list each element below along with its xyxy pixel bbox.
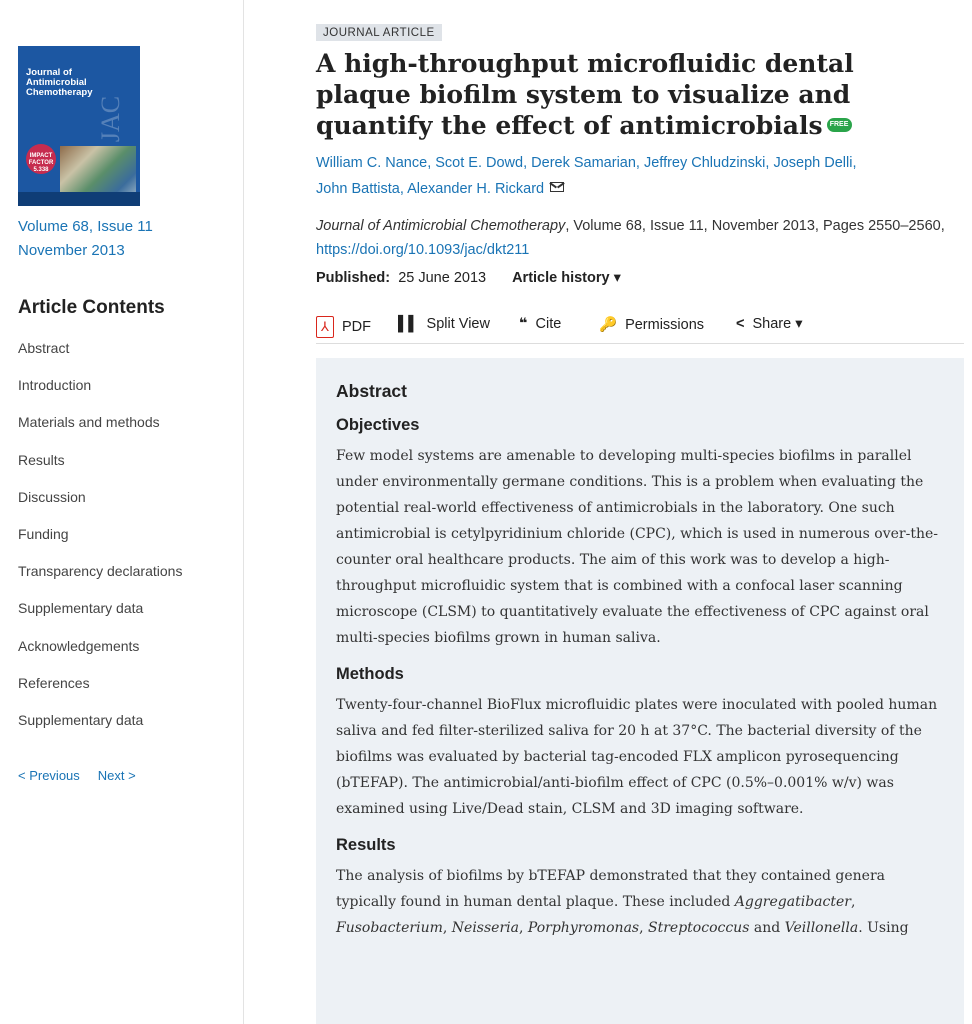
citation-details: , Volume 68, Issue 11, November 2013, Pages 2550–2560, [565,218,945,234]
objectives-text: Few model systems are amenable to developing multi-species biofilms in parallel under environmentally germane conditions. This is a problem when evaluating the potential real-world effectiveness of antimicrobials in the laboratory. One such antimicrobial is cetylpyridinium chloride (CPC), which is used in numerous over-the-counter oral healthcare products. The aim of this work was to develop a high-throughput microfluidic system that is combined with a confocal laser scanning microscope (CLSM) to quantitatively evaluate the effectiveness of CPC against oral multi-species biofilms grown in human saliva. [336,448,938,646]
share-label: Share ▾ [752,316,803,332]
share-button[interactable] [736,316,802,332]
published-label: Published: [316,270,391,286]
cover-title: Journal of Antimicrobial Chemotherapy [26,67,93,98]
genus-name: Porphyromonas [527,920,640,936]
genus-name: Neisseria [451,920,519,936]
previous-link[interactable]: < Previous [18,768,80,783]
quote-icon: ❝ [519,316,528,332]
free-access-icon: FREE [827,118,852,132]
genus-name: Fusobacterium [336,920,443,936]
split-view-icon: ▌▌ [398,316,419,332]
pdf-label: PDF [342,319,371,335]
results-heading: Results [336,836,396,854]
author-link[interactable]: Alexander H. Rickard [407,181,545,197]
share-icon: < [736,316,745,332]
cover-photo [60,146,136,198]
volume-link[interactable]: Volume 68, Issue 11 [18,218,153,235]
permissions-label: Permissions [625,316,705,333]
author-separator: , [523,155,532,171]
article-pagination [18,768,154,783]
list-separator: , [639,920,649,936]
article-contents-list [18,339,182,748]
issue-date-link[interactable]: November 2013 [18,242,125,259]
toc-item-supplementary-data[interactable]: Supplementary data [18,600,144,617]
toc-item-materials-methods[interactable]: Materials and methods [18,414,160,431]
genus-name: Veillonella [784,920,859,936]
pdf-icon: ⅄ [316,316,334,338]
abstract-section [316,358,964,1024]
article-history-toggle[interactable]: Article history ▾ [512,270,621,286]
author-list [316,150,956,202]
author-link[interactable]: William C. Nance [316,155,428,171]
objectives-heading: Objectives [336,416,420,434]
journal-cover-image[interactable] [18,46,140,206]
list-separator: , [850,894,856,910]
results-continuation: . Using [858,920,909,936]
results-text [336,863,944,941]
next-link[interactable]: Next > [97,768,136,783]
cite-button[interactable] [519,316,561,332]
article-contents-heading: Article Contents [18,297,165,318]
sidebar [0,0,244,1024]
toc-item-introduction[interactable]: Introduction [18,377,92,394]
toc-item-references[interactable]: References [18,674,90,691]
article-type-badge: JOURNAL ARTICLE [316,24,442,41]
author-separator: , [765,155,774,171]
toc-item-funding[interactable]: Funding [18,525,69,542]
list-separator: , [518,920,528,936]
article-toolbar [316,314,964,344]
doi-link[interactable]: https://doi.org/10.1093/jac/dkt211 [316,242,530,258]
author-link[interactable]: Joseph Delli [773,155,853,171]
methods-text: Twenty-four-channel BioFlux microfluidic plates were inoculated with pooled human saliva and fed filter-sterilized saliva for 20 h at 37°C. The bacterial diversity of the biofilms was evaluated by bacterial tag-encoded FLX amplicon pyrosequencing (bTEFAP). The antimicrobial/anti-biofilm effect of CPC (0.5%–0.001% w/v) was examined using Live/Dead stain, CLSM and 3D imaging software. [336,697,938,817]
published-date: 25 June 2013 [398,270,487,286]
author-separator: , [635,155,644,171]
methods-heading: Methods [336,665,404,683]
cover-publisher-strip [18,192,140,206]
author-link[interactable]: Scot E. Dowd [435,155,524,171]
genus-name: Aggregatibacter [734,894,851,910]
article-title-text: A high-throughput microfluidic dental plaque biofilm system to visualize and quantify the effect of antimicrobials [316,49,854,140]
author-separator: , [427,155,436,171]
author-separator: , [852,155,857,171]
author-separator: , [399,181,408,197]
citation [316,214,956,262]
issue-info [18,215,153,263]
envelope-icon[interactable] [550,182,564,192]
permissions-button[interactable] [599,316,704,333]
cover-jac-logo: JAC [95,95,125,143]
list-separator: , [442,920,452,936]
toc-item-discussion[interactable]: Discussion [18,488,86,505]
toc-item-acknowledgements[interactable]: Acknowledgements [18,637,140,654]
article-title [316,48,956,141]
split-view-button[interactable] [398,316,490,332]
toc-item-abstract[interactable]: Abstract [18,340,70,356]
author-link[interactable]: John Battista [316,181,400,197]
toc-item-results[interactable]: Results [18,451,65,468]
author-link[interactable]: Jeffrey Chludzinski [643,155,766,171]
published-line [316,266,621,290]
split-view-label: Split View [426,316,490,332]
author-link[interactable]: Derek Samarian [531,155,636,171]
list-separator: and [749,920,785,936]
impact-factor-badge: IMPACT FACTOR 5.338 [26,144,56,174]
journal-name: Journal of Antimicrobial Chemotherapy [316,218,566,234]
toc-item-supplementary-data-2[interactable]: Supplementary data [18,711,144,728]
toc-item-transparency[interactable]: Transparency declarations [18,563,183,580]
genus-name: Streptococcus [648,920,750,936]
cite-label: Cite [535,316,562,332]
pdf-button[interactable] [316,316,371,338]
key-icon: 🔑 [599,317,618,333]
abstract-heading: Abstract [336,381,407,401]
results-intro: The analysis of biofilms by bTEFAP demonstrated that they contained genera typically found in human dental plaque. These included [336,868,885,910]
